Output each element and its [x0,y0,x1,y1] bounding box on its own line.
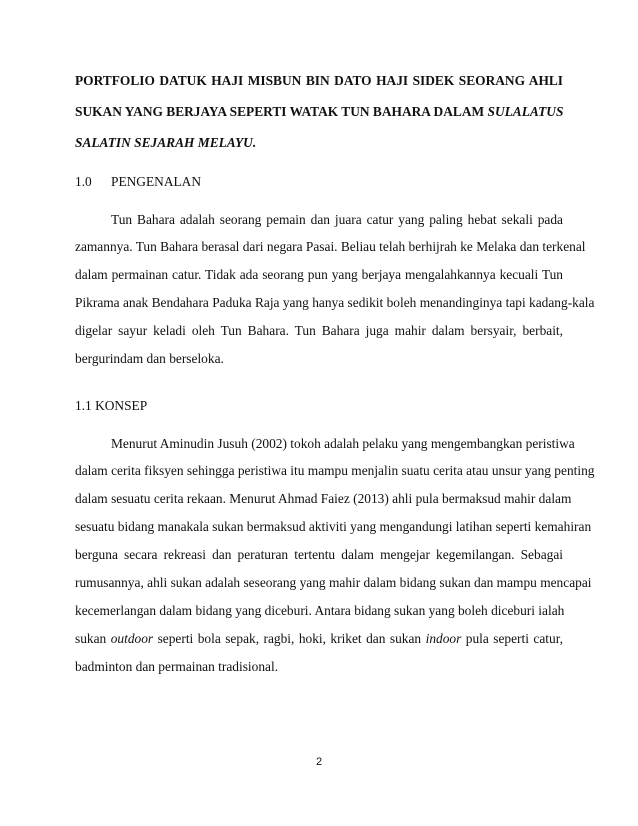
section-heading: PENGENALAN [111,174,202,189]
line-8-part-c: seperti bola sepak, ragbi, hoki, kriket dan sukan [157,631,422,646]
title-line-2-italic: SULALATUS [487,104,564,119]
indoor-term: indoor [425,631,462,646]
title-line-2-text: SUKAN YANG BERJAYA SEPERTI WATAK TUN BAHARA DALAM [75,104,485,119]
paragraph-2-line-4: sesuatu bidang manakala sukan bermaksud aktiviti yang mengandungi latihan seperti kemahiran [75,519,592,534]
paragraph-1-line-4: Pikrama anak Bendahara Paduka Raja yang hanya sedikit boleh menandinginya tapi kadang-kala [75,295,595,310]
title-line-3-italic: SALATIN SEJARAH MELAYU. [75,135,257,150]
title-line-1: PORTFOLIO DATUK HAJI MISBUN BIN DATO HAJI SIDEK SEORANG AHLI [75,73,563,88]
paragraph-1-line-3: dalam permainan catur. Tidak ada seorang pun yang berjaya mengalahkannya kecuali Tun [75,267,563,282]
paragraph-1-line-1: Tun Bahara adalah seorang pemain dan juara catur yang paling hebat sekali pada [111,212,563,227]
paragraph-1-line-6: bergurindam dan berseloka. [75,351,224,366]
paragraph-1-line-2: zamannya. Tun Bahara berasal dari negara Pasai. Beliau telah berhijrah ke Melaka dan terkenal [75,239,586,254]
paragraph-2-line-7: kecemerlangan dalam bidang yang diceburi. Antara bidang sukan yang boleh diceburi ialah [75,603,565,618]
paragraph-2-line-3: dalam sesuatu cerita rekaan. Menurut Ahmad Faiez (2013) ahli pula bermaksud mahir dalam [75,491,572,506]
paragraph-2-line-6: rumusannya, ahli sukan adalah seseorang yang mahir dalam bidang sukan dan mampu mencapai [75,575,592,590]
page-number: 2 [315,756,323,768]
title-line-2 [75,103,563,121]
paragraph-2-line-9: badminton dan permainan tradisional. [75,659,279,674]
section-number: 1.0 [75,174,92,189]
paragraph-2-line-8 [75,630,563,648]
paragraph-2-line-5: berguna secara rekreasi dan peraturan tertentu dalam mengejar kegemilangan. Sebagai [75,547,563,562]
line-8-part-e: pula seperti catur, [465,631,563,646]
subsection-heading: 1.1 KONSEP [75,398,148,413]
paragraph-2-line-2: dalam cerita fiksyen sehingga peristiwa itu mampu menjalin suatu cerita atau unsur yang penting [75,463,595,478]
line-8-part-a: sukan [75,631,107,646]
paragraph-2-line-1: Menurut Aminudin Jusuh (2002) tokoh adalah pelaku yang mengembangkan peristiwa [111,436,575,451]
outdoor-term: outdoor [110,631,154,646]
paragraph-1-line-5: digelar sayur keladi oleh Tun Bahara. Tun Bahara juga mahir dalam bersyair, berbait, [75,323,563,338]
title-line-3 [75,134,563,152]
